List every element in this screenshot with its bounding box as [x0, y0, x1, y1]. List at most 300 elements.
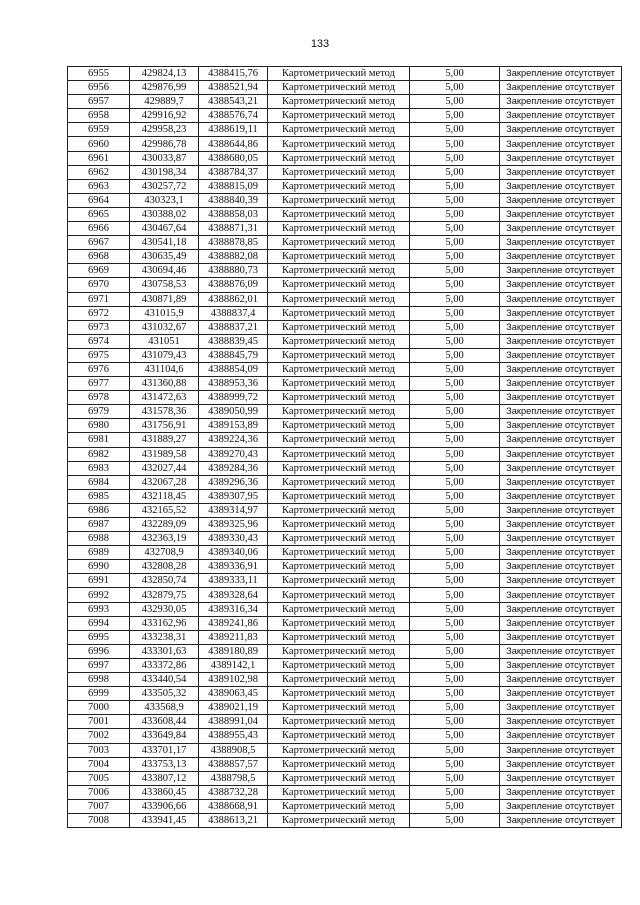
fixation-cell: Закрепление отсутствует [500, 757, 622, 771]
accuracy-cell: 5,00 [410, 377, 500, 391]
accuracy-cell: 5,00 [410, 602, 500, 616]
table-row [68, 264, 622, 278]
method-cell: Картометрический метод [268, 95, 410, 109]
y-coordinate-cell: 4388415,76 [199, 67, 268, 81]
fixation-cell: Закрепление отсутствует [500, 503, 622, 517]
x-coordinate-cell: 432850,74 [130, 574, 199, 588]
x-coordinate-cell: 431989,58 [130, 447, 199, 461]
fixation-cell: Закрепление отсутствует [500, 715, 622, 729]
method-cell: Картометрический метод [268, 630, 410, 644]
table-row [68, 673, 622, 687]
y-coordinate-cell: 4389180,89 [199, 644, 268, 658]
point-number-cell: 6957 [68, 95, 130, 109]
table-row [68, 743, 622, 757]
table-row [68, 687, 622, 701]
accuracy-cell: 5,00 [410, 320, 500, 334]
y-coordinate-cell: 4389296,36 [199, 475, 268, 489]
accuracy-cell: 5,00 [410, 616, 500, 630]
method-cell: Картометрический метод [268, 475, 410, 489]
fixation-cell: Закрепление отсутствует [500, 546, 622, 560]
point-number-cell: 6983 [68, 461, 130, 475]
point-number-cell: 6978 [68, 391, 130, 405]
table-row [68, 250, 622, 264]
x-coordinate-cell: 433505,32 [130, 687, 199, 701]
accuracy-cell: 5,00 [410, 532, 500, 546]
point-number-cell: 6955 [68, 67, 130, 81]
accuracy-cell: 5,00 [410, 799, 500, 813]
x-coordinate-cell: 432808,28 [130, 560, 199, 574]
fixation-cell: Закрепление отсутствует [500, 630, 622, 644]
x-coordinate-cell: 432363,19 [130, 532, 199, 546]
fixation-cell: Закрепление отсутствует [500, 518, 622, 532]
accuracy-cell: 5,00 [410, 644, 500, 658]
accuracy-cell: 5,00 [410, 207, 500, 221]
table-row [68, 362, 622, 376]
x-coordinate-cell: 431079,43 [130, 348, 199, 362]
y-coordinate-cell: 4389102,98 [199, 673, 268, 687]
point-number-cell: 6982 [68, 447, 130, 461]
y-coordinate-cell: 4388955,43 [199, 729, 268, 743]
method-cell: Картометрический метод [268, 292, 410, 306]
point-number-cell: 6988 [68, 532, 130, 546]
method-cell: Картометрический метод [268, 334, 410, 348]
point-number-cell: 6974 [68, 334, 130, 348]
y-coordinate-cell: 4389021,19 [199, 701, 268, 715]
accuracy-cell: 5,00 [410, 447, 500, 461]
y-coordinate-cell: 4388953,36 [199, 377, 268, 391]
method-cell: Картометрический метод [268, 813, 410, 827]
accuracy-cell: 5,00 [410, 518, 500, 532]
accuracy-cell: 5,00 [410, 193, 500, 207]
table-row [68, 67, 622, 81]
method-cell: Картометрический метод [268, 306, 410, 320]
method-cell: Картометрический метод [268, 419, 410, 433]
table-row [68, 405, 622, 419]
fixation-cell: Закрепление отсутствует [500, 813, 622, 827]
accuracy-cell: 5,00 [410, 574, 500, 588]
x-coordinate-cell: 430635,49 [130, 250, 199, 264]
point-number-cell: 6993 [68, 602, 130, 616]
x-coordinate-cell: 429889,7 [130, 95, 199, 109]
method-cell: Картометрический метод [268, 123, 410, 137]
table-row [68, 630, 622, 644]
table-row [68, 475, 622, 489]
y-coordinate-cell: 4388543,21 [199, 95, 268, 109]
x-coordinate-cell: 429916,92 [130, 109, 199, 123]
table-row [68, 81, 622, 95]
accuracy-cell: 5,00 [410, 729, 500, 743]
fixation-cell: Закрепление отсутствует [500, 560, 622, 574]
table-row [68, 658, 622, 672]
x-coordinate-cell: 430871,89 [130, 292, 199, 306]
method-cell: Картометрический метод [268, 673, 410, 687]
point-number-cell: 6995 [68, 630, 130, 644]
x-coordinate-cell: 431015,9 [130, 306, 199, 320]
y-coordinate-cell: 4388845,79 [199, 348, 268, 362]
accuracy-cell: 5,00 [410, 109, 500, 123]
point-number-cell: 6973 [68, 320, 130, 334]
x-coordinate-cell: 431889,27 [130, 433, 199, 447]
method-cell: Картометрический метод [268, 616, 410, 630]
page-number: 133 [310, 38, 330, 50]
point-number-cell: 6999 [68, 687, 130, 701]
x-coordinate-cell: 433753,13 [130, 757, 199, 771]
table-row [68, 532, 622, 546]
table-row [68, 461, 622, 475]
table-row [68, 489, 622, 503]
method-cell: Картометрический метод [268, 503, 410, 517]
y-coordinate-cell: 4388840,39 [199, 193, 268, 207]
fixation-cell: Закрепление отсутствует [500, 67, 622, 81]
point-number-cell: 7003 [68, 743, 130, 757]
method-cell: Картометрический метод [268, 489, 410, 503]
accuracy-cell: 5,00 [410, 165, 500, 179]
accuracy-cell: 5,00 [410, 306, 500, 320]
y-coordinate-cell: 4389270,43 [199, 447, 268, 461]
method-cell: Картометрический метод [268, 687, 410, 701]
table-row [68, 574, 622, 588]
fixation-cell: Закрепление отсутствует [500, 95, 622, 109]
method-cell: Картометрический метод [268, 588, 410, 602]
table-row [68, 123, 622, 137]
point-number-cell: 6997 [68, 658, 130, 672]
method-cell: Картометрический метод [268, 222, 410, 236]
x-coordinate-cell: 431032,67 [130, 320, 199, 334]
y-coordinate-cell: 4389307,95 [199, 489, 268, 503]
point-number-cell: 6968 [68, 250, 130, 264]
accuracy-cell: 5,00 [410, 419, 500, 433]
x-coordinate-cell: 432165,52 [130, 503, 199, 517]
fixation-cell: Закрепление отсутствует [500, 405, 622, 419]
accuracy-cell: 5,00 [410, 757, 500, 771]
accuracy-cell: 5,00 [410, 433, 500, 447]
table-row [68, 306, 622, 320]
accuracy-cell: 5,00 [410, 715, 500, 729]
method-cell: Картометрический метод [268, 348, 410, 362]
table-row [68, 348, 622, 362]
y-coordinate-cell: 4389340,06 [199, 546, 268, 560]
accuracy-cell: 5,00 [410, 813, 500, 827]
accuracy-cell: 5,00 [410, 588, 500, 602]
point-number-cell: 6961 [68, 151, 130, 165]
method-cell: Картометрический метод [268, 546, 410, 560]
table-row [68, 433, 622, 447]
y-coordinate-cell: 4389142,1 [199, 658, 268, 672]
fixation-cell: Закрепление отсутствует [500, 207, 622, 221]
fixation-cell: Закрепление отсутствует [500, 701, 622, 715]
table-row [68, 546, 622, 560]
y-coordinate-cell: 4388815,09 [199, 179, 268, 193]
accuracy-cell: 5,00 [410, 630, 500, 644]
accuracy-cell: 5,00 [410, 673, 500, 687]
table-row [68, 771, 622, 785]
accuracy-cell: 5,00 [410, 391, 500, 405]
y-coordinate-cell: 4388521,94 [199, 81, 268, 95]
method-cell: Картометрический метод [268, 109, 410, 123]
y-coordinate-cell: 4388854,09 [199, 362, 268, 376]
table-row [68, 701, 622, 715]
method-cell: Картометрический метод [268, 799, 410, 813]
y-coordinate-cell: 4389330,43 [199, 532, 268, 546]
point-number-cell: 6962 [68, 165, 130, 179]
point-number-cell: 6979 [68, 405, 130, 419]
x-coordinate-cell: 430694,46 [130, 264, 199, 278]
accuracy-cell: 5,00 [410, 179, 500, 193]
method-cell: Картометрический метод [268, 560, 410, 574]
point-number-cell: 6980 [68, 419, 130, 433]
x-coordinate-cell: 432708,9 [130, 546, 199, 560]
y-coordinate-cell: 4388732,28 [199, 785, 268, 799]
method-cell: Картометрический метод [268, 67, 410, 81]
point-number-cell: 6996 [68, 644, 130, 658]
point-number-cell: 6984 [68, 475, 130, 489]
y-coordinate-cell: 4389316,34 [199, 602, 268, 616]
x-coordinate-cell: 430257,72 [130, 179, 199, 193]
point-number-cell: 6981 [68, 433, 130, 447]
point-number-cell: 7005 [68, 771, 130, 785]
point-number-cell: 6964 [68, 193, 130, 207]
fixation-cell: Закрепление отсутствует [500, 377, 622, 391]
table-row [68, 207, 622, 221]
y-coordinate-cell: 4388668,91 [199, 799, 268, 813]
table-row [68, 179, 622, 193]
fixation-cell: Закрепление отсутствует [500, 602, 622, 616]
point-number-cell: 6994 [68, 616, 130, 630]
fixation-cell: Закрепление отсутствует [500, 574, 622, 588]
y-coordinate-cell: 4389284,36 [199, 461, 268, 475]
x-coordinate-cell: 433568,9 [130, 701, 199, 715]
table-row [68, 602, 622, 616]
y-coordinate-cell: 4389063,45 [199, 687, 268, 701]
y-coordinate-cell: 4389153,89 [199, 419, 268, 433]
accuracy-cell: 5,00 [410, 771, 500, 785]
y-coordinate-cell: 4388619,11 [199, 123, 268, 137]
fixation-cell: Закрепление отсутствует [500, 419, 622, 433]
table-row [68, 757, 622, 771]
point-number-cell: 7007 [68, 799, 130, 813]
x-coordinate-cell: 431051 [130, 334, 199, 348]
table-row [68, 377, 622, 391]
accuracy-cell: 5,00 [410, 546, 500, 560]
accuracy-cell: 5,00 [410, 278, 500, 292]
table-row [68, 109, 622, 123]
fixation-cell: Закрепление отсутствует [500, 743, 622, 757]
fixation-cell: Закрепление отсутствует [500, 362, 622, 376]
x-coordinate-cell: 431104,6 [130, 362, 199, 376]
x-coordinate-cell: 433608,44 [130, 715, 199, 729]
point-number-cell: 6956 [68, 81, 130, 95]
fixation-cell: Закрепление отсутствует [500, 588, 622, 602]
accuracy-cell: 5,00 [410, 405, 500, 419]
point-number-cell: 6989 [68, 546, 130, 560]
fixation-cell: Закрепление отсутствует [500, 771, 622, 785]
accuracy-cell: 5,00 [410, 362, 500, 376]
table-row [68, 729, 622, 743]
x-coordinate-cell: 430198,34 [130, 165, 199, 179]
point-number-cell: 6966 [68, 222, 130, 236]
table-row [68, 518, 622, 532]
method-cell: Картометрический метод [268, 377, 410, 391]
x-coordinate-cell: 432067,28 [130, 475, 199, 489]
accuracy-cell: 5,00 [410, 503, 500, 517]
point-number-cell: 6959 [68, 123, 130, 137]
method-cell: Картометрический метод [268, 433, 410, 447]
table-row [68, 278, 622, 292]
point-number-cell: 6960 [68, 137, 130, 151]
table-row [68, 95, 622, 109]
method-cell: Картометрический метод [268, 518, 410, 532]
method-cell: Картометрический метод [268, 447, 410, 461]
method-cell: Картометрический метод [268, 151, 410, 165]
fixation-cell: Закрепление отсутствует [500, 250, 622, 264]
fixation-cell: Закрепление отсутствует [500, 137, 622, 151]
fixation-cell: Закрепление отсутствует [500, 165, 622, 179]
accuracy-cell: 5,00 [410, 743, 500, 757]
y-coordinate-cell: 4388837,4 [199, 306, 268, 320]
x-coordinate-cell: 433440,54 [130, 673, 199, 687]
y-coordinate-cell: 4389050,99 [199, 405, 268, 419]
point-number-cell: 6963 [68, 179, 130, 193]
method-cell: Картометрический метод [268, 771, 410, 785]
coordinates-table-body [68, 67, 622, 828]
method-cell: Картометрический метод [268, 137, 410, 151]
fixation-cell: Закрепление отсутствует [500, 447, 622, 461]
y-coordinate-cell: 4388862,01 [199, 292, 268, 306]
point-number-cell: 6998 [68, 673, 130, 687]
x-coordinate-cell: 433301,63 [130, 644, 199, 658]
accuracy-cell: 5,00 [410, 701, 500, 715]
x-coordinate-cell: 432027,44 [130, 461, 199, 475]
point-number-cell: 6976 [68, 362, 130, 376]
point-number-cell: 6990 [68, 560, 130, 574]
method-cell: Картометрический метод [268, 320, 410, 334]
y-coordinate-cell: 4389325,96 [199, 518, 268, 532]
table-row [68, 222, 622, 236]
point-number-cell: 6965 [68, 207, 130, 221]
method-cell: Картометрический метод [268, 278, 410, 292]
fixation-cell: Закрепление отсутствует [500, 320, 622, 334]
x-coordinate-cell: 429876,99 [130, 81, 199, 95]
table-row [68, 151, 622, 165]
method-cell: Картометрический метод [268, 658, 410, 672]
fixation-cell: Закрепление отсутствует [500, 193, 622, 207]
table-row [68, 560, 622, 574]
y-coordinate-cell: 4389333,11 [199, 574, 268, 588]
fixation-cell: Закрепление отсутствует [500, 151, 622, 165]
x-coordinate-cell: 429824,13 [130, 67, 199, 81]
y-coordinate-cell: 4388882,08 [199, 250, 268, 264]
accuracy-cell: 5,00 [410, 137, 500, 151]
method-cell: Картометрический метод [268, 602, 410, 616]
y-coordinate-cell: 4389336,91 [199, 560, 268, 574]
accuracy-cell: 5,00 [410, 236, 500, 250]
method-cell: Картометрический метод [268, 757, 410, 771]
fixation-cell: Закрепление отсутствует [500, 81, 622, 95]
point-number-cell: 7006 [68, 785, 130, 799]
fixation-cell: Закрепление отсутствует [500, 461, 622, 475]
fixation-cell: Закрепление отсутствует [500, 799, 622, 813]
fixation-cell: Закрепление отсутствует [500, 264, 622, 278]
x-coordinate-cell: 433162,96 [130, 616, 199, 630]
y-coordinate-cell: 4388878,85 [199, 236, 268, 250]
fixation-cell: Закрепление отсутствует [500, 334, 622, 348]
x-coordinate-cell: 430388,02 [130, 207, 199, 221]
y-coordinate-cell: 4389314,97 [199, 503, 268, 517]
accuracy-cell: 5,00 [410, 151, 500, 165]
x-coordinate-cell: 430758,53 [130, 278, 199, 292]
fixation-cell: Закрепление отсутствует [500, 236, 622, 250]
y-coordinate-cell: 4389328,64 [199, 588, 268, 602]
table-row [68, 292, 622, 306]
accuracy-cell: 5,00 [410, 461, 500, 475]
x-coordinate-cell: 433906,66 [130, 799, 199, 813]
table-row [68, 447, 622, 461]
table-row [68, 193, 622, 207]
fixation-cell: Закрепление отсутствует [500, 306, 622, 320]
table-row [68, 391, 622, 405]
method-cell: Картометрический метод [268, 405, 410, 419]
method-cell: Картометрический метод [268, 461, 410, 475]
x-coordinate-cell: 433701,17 [130, 743, 199, 757]
x-coordinate-cell: 433807,12 [130, 771, 199, 785]
point-number-cell: 6987 [68, 518, 130, 532]
table-row [68, 503, 622, 517]
point-number-cell: 6971 [68, 292, 130, 306]
fixation-cell: Закрепление отсутствует [500, 348, 622, 362]
fixation-cell: Закрепление отсутствует [500, 658, 622, 672]
y-coordinate-cell: 4388613,21 [199, 813, 268, 827]
point-number-cell: 6992 [68, 588, 130, 602]
x-coordinate-cell: 430467,64 [130, 222, 199, 236]
fixation-cell: Закрепление отсутствует [500, 489, 622, 503]
table-row [68, 785, 622, 799]
point-number-cell: 6975 [68, 348, 130, 362]
y-coordinate-cell: 4389241,86 [199, 616, 268, 630]
accuracy-cell: 5,00 [410, 95, 500, 109]
fixation-cell: Закрепление отсутствует [500, 179, 622, 193]
table-row [68, 320, 622, 334]
fixation-cell: Закрепление отсутствует [500, 785, 622, 799]
fixation-cell: Закрепление отсутствует [500, 123, 622, 137]
fixation-cell: Закрепление отсутствует [500, 109, 622, 123]
method-cell: Картометрический метод [268, 785, 410, 799]
y-coordinate-cell: 4388991,04 [199, 715, 268, 729]
table-row [68, 715, 622, 729]
y-coordinate-cell: 4389224,36 [199, 433, 268, 447]
point-number-cell: 6958 [68, 109, 130, 123]
fixation-cell: Закрепление отсутствует [500, 222, 622, 236]
accuracy-cell: 5,00 [410, 67, 500, 81]
y-coordinate-cell: 4388680,05 [199, 151, 268, 165]
point-number-cell: 6991 [68, 574, 130, 588]
y-coordinate-cell: 4388837,21 [199, 320, 268, 334]
method-cell: Картометрический метод [268, 193, 410, 207]
y-coordinate-cell: 4388784,37 [199, 165, 268, 179]
method-cell: Картометрический метод [268, 207, 410, 221]
y-coordinate-cell: 4388876,09 [199, 278, 268, 292]
x-coordinate-cell: 431756,91 [130, 419, 199, 433]
table-row [68, 588, 622, 602]
point-number-cell: 6985 [68, 489, 130, 503]
point-number-cell: 7008 [68, 813, 130, 827]
table-row [68, 813, 622, 827]
x-coordinate-cell: 433372,86 [130, 658, 199, 672]
fixation-cell: Закрепление отсутствует [500, 391, 622, 405]
table-row [68, 334, 622, 348]
accuracy-cell: 5,00 [410, 560, 500, 574]
x-coordinate-cell: 432118,45 [130, 489, 199, 503]
accuracy-cell: 5,00 [410, 658, 500, 672]
